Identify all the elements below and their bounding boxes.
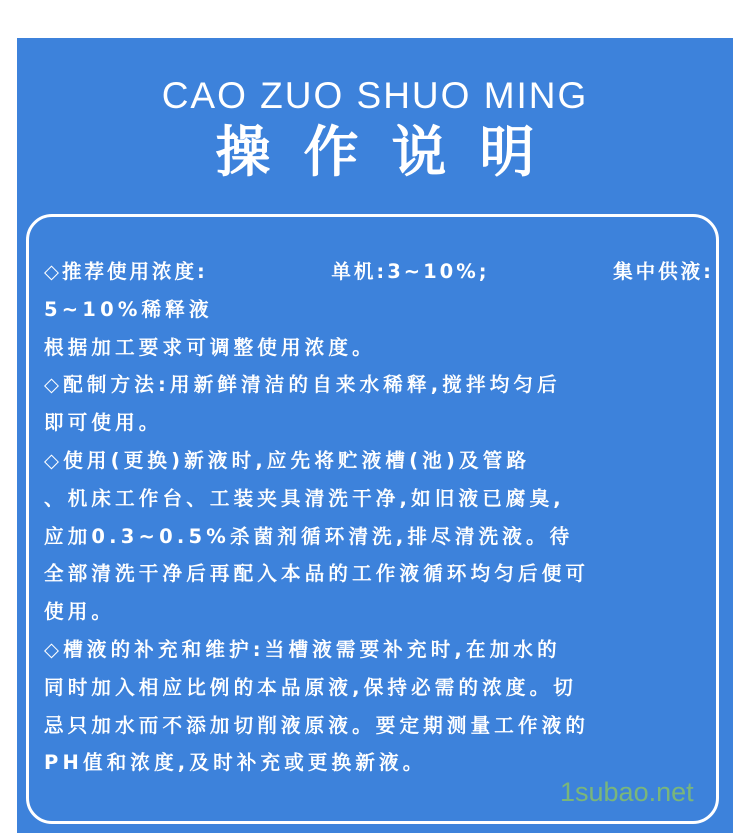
subtitle-pinyin: CAO ZUO SHUO MING	[161, 75, 589, 116]
instruction-line: 应加0.3~0.5%杀菌剂循环清洗,排尽清洗液。待	[44, 524, 574, 548]
instruction-line: ◇配制方法:用新鲜清洁的自来水稀释,搅拌均匀后	[44, 373, 561, 397]
instruction-line: 同时加入相应比例的本品原液,保持必需的浓度。切	[44, 675, 578, 699]
single-machine-concentration: 单机:3~10%;	[331, 260, 490, 283]
instruction-line: ◇使用(更换)新液时,应先将贮液槽(池)及管路	[44, 448, 531, 472]
page-title: 操作说明	[215, 120, 568, 184]
instruction-line: PH值和浓度,及时补充或更换新液。	[44, 751, 427, 775]
instruction-line: 、机床工作台、工装夹具清洗干净,如旧液已腐臭,	[44, 486, 565, 510]
concentration-note: 根据加工要求可调整使用浓度。	[44, 335, 376, 359]
concentration-label: ◇推荐使用浓度:	[44, 260, 208, 283]
instruction-line: 忌只加水而不添加切削液原液。要定期测量工作液的	[44, 713, 590, 737]
instructions-text	[44, 253, 714, 782]
central-supply-value: 5~10%稀释液	[44, 297, 213, 321]
concentration-line	[44, 253, 714, 291]
instruction-panel	[17, 38, 733, 833]
instruction-line: 全部清洗干净后再配入本品的工作液循环均匀后便可	[44, 562, 590, 586]
instructions-card	[26, 214, 719, 824]
central-supply-label: 集中供液:	[613, 260, 714, 283]
instruction-line: 使用。	[44, 600, 116, 624]
watermark-text: 1subao.net	[560, 777, 694, 807]
instruction-line: 即可使用。	[44, 411, 163, 435]
instruction-line: ◇槽液的补充和维护:当槽液需要补充时,在加水的	[44, 637, 561, 661]
